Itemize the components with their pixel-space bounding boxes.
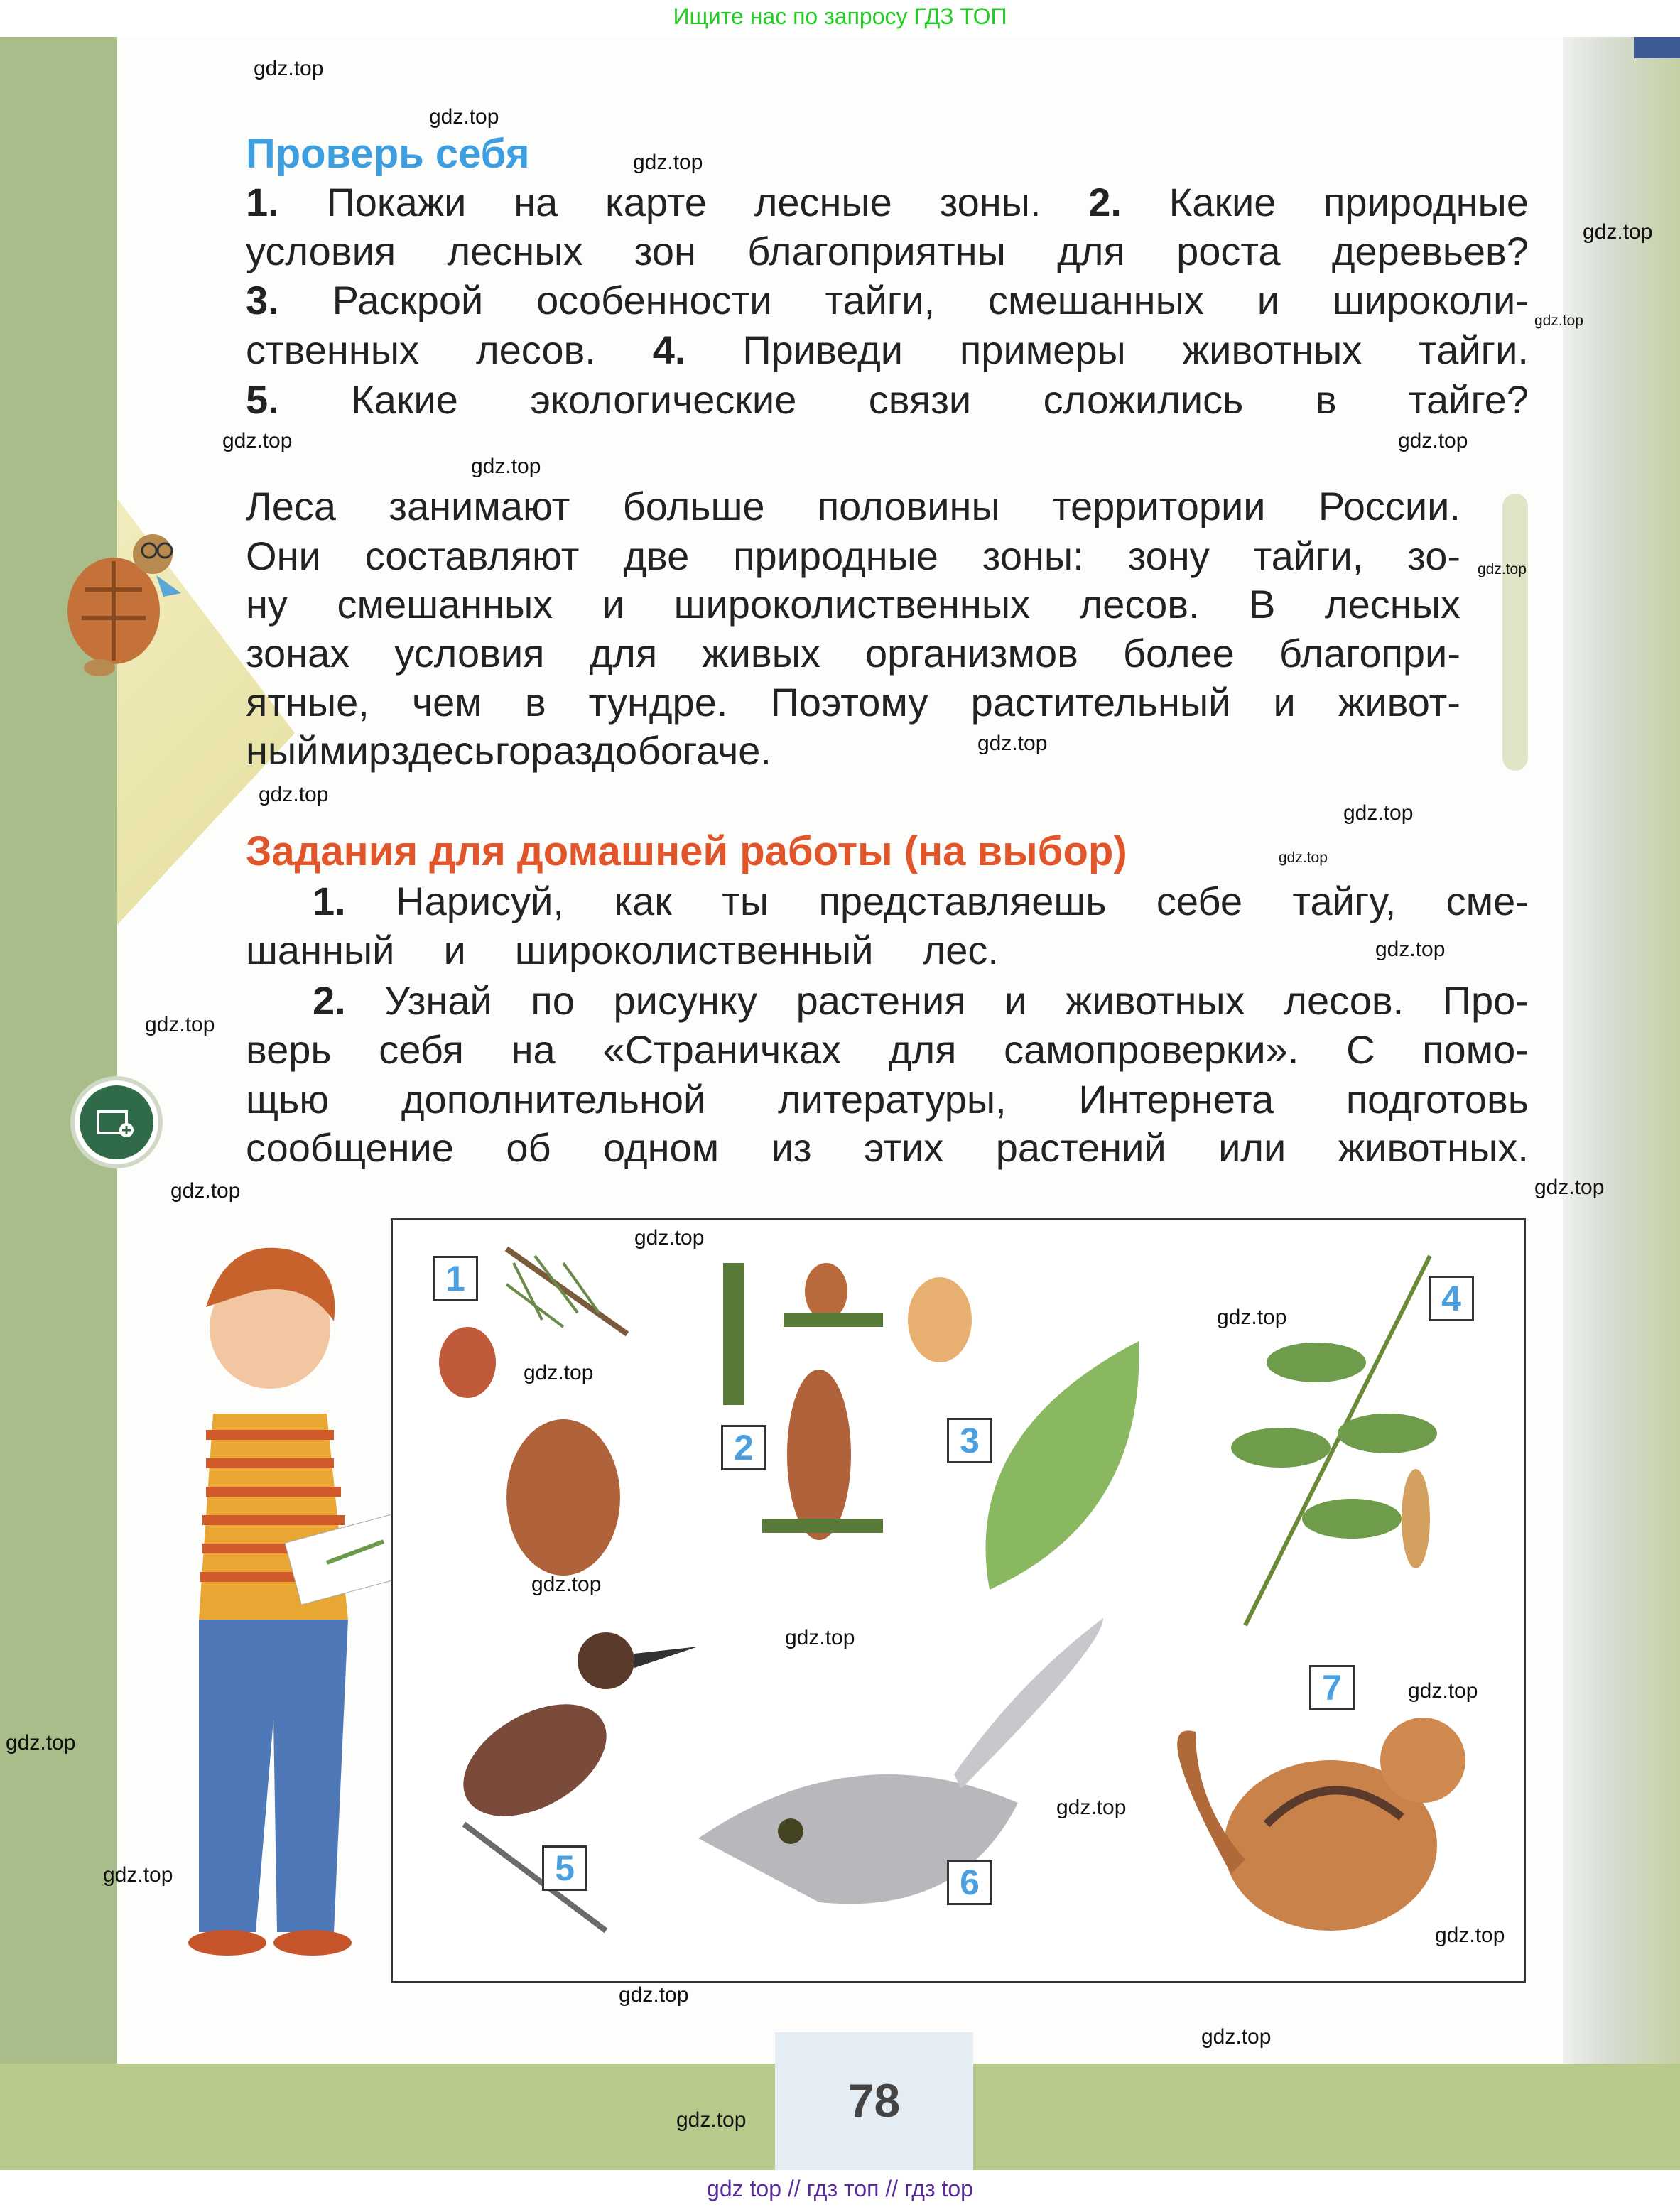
page-fold xyxy=(1563,37,1680,2170)
word: территории xyxy=(1052,484,1266,528)
word: тайги, xyxy=(825,278,936,322)
watermark: gdz.top xyxy=(1534,313,1583,329)
word: экологические xyxy=(530,377,797,422)
word: Покажи xyxy=(326,180,467,224)
watermark: gdz.top xyxy=(1343,801,1414,825)
word: две xyxy=(623,533,690,578)
watermark: gdz.top xyxy=(785,1626,855,1649)
word: и xyxy=(1257,278,1279,322)
word: занимают xyxy=(389,484,570,528)
word: зону xyxy=(1127,533,1210,578)
word: мир xyxy=(319,728,391,773)
word: 1. xyxy=(313,879,346,923)
watermark: gdz.top xyxy=(6,1731,76,1755)
word: себя xyxy=(379,1027,464,1072)
word: живот- xyxy=(1338,680,1460,725)
word: Поэтому xyxy=(770,680,928,725)
word: тайги. xyxy=(1419,327,1529,372)
intro-line xyxy=(246,581,1460,628)
word: представляешь xyxy=(818,879,1107,923)
word: Интернета xyxy=(1078,1077,1274,1122)
word: условия xyxy=(394,631,545,676)
word: животных xyxy=(1182,327,1362,372)
figure-number-2: 2 xyxy=(721,1425,766,1470)
word: этих xyxy=(863,1125,944,1170)
word: богаче. xyxy=(637,728,771,773)
word: составляют xyxy=(364,533,580,578)
watermark: gdz.top xyxy=(524,1361,594,1384)
word: роста xyxy=(1176,229,1281,273)
watermark: gdz.top xyxy=(471,455,541,478)
word: зо- xyxy=(1407,533,1460,578)
word: Приведи xyxy=(742,327,904,372)
word: на xyxy=(511,1027,556,1072)
word: гораздо xyxy=(494,728,638,773)
check-line xyxy=(246,228,1529,275)
watermark: gdz.top xyxy=(1279,850,1328,866)
word: благопри- xyxy=(1279,631,1460,676)
word: Раскрой xyxy=(332,278,484,322)
word: здесь xyxy=(391,728,495,773)
check-line xyxy=(246,376,1529,423)
word: лесов. xyxy=(1284,978,1404,1023)
watermark: gdz.top xyxy=(1375,938,1446,961)
word: лесные xyxy=(754,180,892,224)
word: растения xyxy=(796,978,966,1023)
word: сложились xyxy=(1043,377,1244,422)
boy-illustration xyxy=(135,1222,419,1996)
turtle-mascot-icon xyxy=(57,526,185,689)
figure-number-7: 7 xyxy=(1309,1665,1355,1710)
watermark: gdz.top xyxy=(170,1179,241,1203)
watermark: gdz.top xyxy=(103,1863,173,1887)
word: зонах xyxy=(246,631,350,676)
word: 4. xyxy=(652,327,686,372)
word: Узнай xyxy=(384,978,492,1023)
watermark: gdz.top xyxy=(1583,220,1653,244)
word: для xyxy=(1057,229,1125,273)
word: Нарисуй, xyxy=(396,879,564,923)
page-tab xyxy=(1502,494,1528,771)
word: и xyxy=(1004,978,1027,1023)
intro-line xyxy=(246,483,1460,530)
figure-number-6: 6 xyxy=(947,1860,992,1905)
word: дополнительной xyxy=(401,1077,706,1122)
word: растительный xyxy=(970,680,1231,725)
word: С xyxy=(1346,1027,1375,1072)
word: в xyxy=(524,680,546,725)
footer-links[interactable]: gdz top // гдз топ // гдз top xyxy=(0,2170,1680,2207)
word: смешанных xyxy=(988,278,1204,322)
check-line xyxy=(246,179,1529,226)
word: об xyxy=(506,1125,551,1170)
forest-species-illustration xyxy=(391,1218,1526,1983)
word: широколи- xyxy=(1332,278,1529,322)
word: лесов. xyxy=(1079,582,1200,627)
word: ственных xyxy=(246,327,420,372)
spruce-cone-drawing xyxy=(762,1370,883,1540)
word: чем xyxy=(411,680,482,725)
watermark: gdz.top xyxy=(977,732,1048,755)
word: и xyxy=(602,582,625,627)
word: Они xyxy=(246,533,321,578)
homework-line xyxy=(246,1076,1529,1123)
word: ный xyxy=(246,728,319,773)
word: животных. xyxy=(1338,1125,1529,1170)
word: смешанных xyxy=(337,582,553,627)
watermark: gdz.top xyxy=(1478,561,1527,577)
word: половины xyxy=(817,484,1000,528)
watermark: gdz.top xyxy=(633,151,703,174)
word: тундре. xyxy=(588,680,728,725)
watermark: gdz.top xyxy=(1435,1924,1505,1947)
word: растений xyxy=(995,1125,1166,1170)
intro-line xyxy=(246,679,1460,726)
figure-number-1: 1 xyxy=(433,1256,478,1301)
word: на xyxy=(514,180,558,224)
word: тайгу, xyxy=(1292,879,1397,923)
figure-number-5: 5 xyxy=(542,1845,587,1891)
word: лесов. xyxy=(475,327,596,372)
word: связи xyxy=(868,377,972,422)
word: одном xyxy=(603,1125,720,1170)
word: рисунку xyxy=(613,978,757,1023)
word: для xyxy=(888,1027,957,1072)
watermark: gdz.top xyxy=(1201,2025,1272,2049)
corner-decoration xyxy=(1634,37,1680,58)
check-yourself-heading: Проверь себя xyxy=(246,131,530,177)
folder-add-icon xyxy=(80,1085,153,1159)
word: животных xyxy=(1066,978,1245,1023)
watermark: gdz.top xyxy=(676,2108,747,2132)
watermark: gdz.top xyxy=(1217,1306,1287,1329)
word: в xyxy=(1315,377,1337,422)
watermark: gdz.top xyxy=(259,783,329,806)
word: ятные, xyxy=(246,680,369,725)
intro-line xyxy=(246,727,771,774)
word: или xyxy=(1218,1125,1286,1170)
word: тайги, xyxy=(1253,533,1364,578)
word: ты xyxy=(722,879,769,923)
word: как xyxy=(614,879,672,923)
intro-line xyxy=(246,630,1460,677)
word: Какие xyxy=(1169,180,1277,224)
figure-number-3: 3 xyxy=(947,1418,992,1463)
word: широколиственный xyxy=(514,928,874,972)
homework-heading: Задания для домашней работы (на выбор) xyxy=(246,828,1127,874)
additional-materials-button[interactable] xyxy=(70,1076,163,1168)
word: организмов xyxy=(865,631,1078,676)
word: помо- xyxy=(1422,1027,1529,1072)
chipmunk-drawing xyxy=(1177,1718,1465,1931)
homework-line xyxy=(246,1026,1529,1073)
watermark: gdz.top xyxy=(222,429,293,452)
word: Леса xyxy=(246,484,337,528)
elm-leaf-drawing xyxy=(908,1277,1139,1590)
watermark: gdz.top xyxy=(634,1226,705,1249)
word: В xyxy=(1249,582,1276,627)
watermark: gdz.top xyxy=(531,1573,602,1596)
word: подготовь xyxy=(1345,1077,1529,1122)
watermark: gdz.top xyxy=(429,105,499,129)
watermark: gdz.top xyxy=(1408,1679,1478,1703)
word: условия xyxy=(246,229,396,273)
page-number: 78 xyxy=(775,2032,973,2170)
watermark: gdz.top xyxy=(254,57,324,80)
word: и xyxy=(443,928,466,972)
intro-line xyxy=(246,533,1460,580)
word: живых xyxy=(702,631,820,676)
homework-line xyxy=(246,927,999,974)
word: 3. xyxy=(246,278,279,322)
word: больше xyxy=(622,484,765,528)
watermark: gdz.top xyxy=(1534,1176,1605,1199)
word: по xyxy=(531,978,575,1023)
word: сообщение xyxy=(246,1125,454,1170)
watermark: gdz.top xyxy=(1398,429,1468,452)
pine-cone-drawing xyxy=(506,1419,620,1576)
word: Про- xyxy=(1442,978,1529,1023)
word: себе xyxy=(1156,879,1242,923)
homework-line xyxy=(246,1124,1529,1171)
word: 1. xyxy=(246,180,279,224)
word: зоны. xyxy=(939,180,1041,224)
word: деревьев? xyxy=(1331,229,1529,273)
word: широколиственных xyxy=(673,582,1031,627)
watermark: gdz.top xyxy=(1056,1796,1127,1819)
word: карте xyxy=(605,180,707,224)
search-banner[interactable]: Ищите нас по запросу ГДЗ ТОП xyxy=(0,0,1680,37)
word: природные xyxy=(733,533,938,578)
word: для xyxy=(589,631,658,676)
word: тайге? xyxy=(1409,377,1529,422)
word: лесных xyxy=(1324,582,1460,627)
homework-line xyxy=(313,977,1529,1024)
word: верь xyxy=(246,1027,332,1072)
word: более xyxy=(1122,631,1235,676)
word: зоны: xyxy=(982,533,1084,578)
word: 2. xyxy=(313,978,346,1023)
word: зон xyxy=(634,229,696,273)
watermark: gdz.top xyxy=(619,1983,689,2007)
word: щью xyxy=(246,1077,330,1122)
word: России. xyxy=(1318,484,1460,528)
word: самопроверки». xyxy=(1004,1027,1299,1072)
word: природные xyxy=(1323,180,1529,224)
watermark: gdz.top xyxy=(145,1013,215,1036)
word: из xyxy=(771,1125,812,1170)
word: особенности xyxy=(536,278,772,322)
check-line xyxy=(246,277,1529,324)
word: шанный xyxy=(246,928,395,972)
word: лесных xyxy=(447,229,583,273)
word: «Страничках xyxy=(602,1027,842,1072)
word: Какие xyxy=(351,377,458,422)
word: примеры xyxy=(959,327,1126,372)
word: ну xyxy=(246,582,288,627)
word: литературы, xyxy=(777,1077,1007,1122)
check-line xyxy=(246,327,1529,374)
word: лес. xyxy=(922,928,999,972)
figure-number-4: 4 xyxy=(1429,1276,1474,1321)
homework-line xyxy=(313,878,1529,925)
word: 2. xyxy=(1088,180,1122,224)
word: благоприятны xyxy=(747,229,1006,273)
word: 5. xyxy=(246,377,279,422)
word: и xyxy=(1273,680,1296,725)
word: сме- xyxy=(1446,879,1529,923)
flying-squirrel-drawing xyxy=(698,1618,1103,1904)
